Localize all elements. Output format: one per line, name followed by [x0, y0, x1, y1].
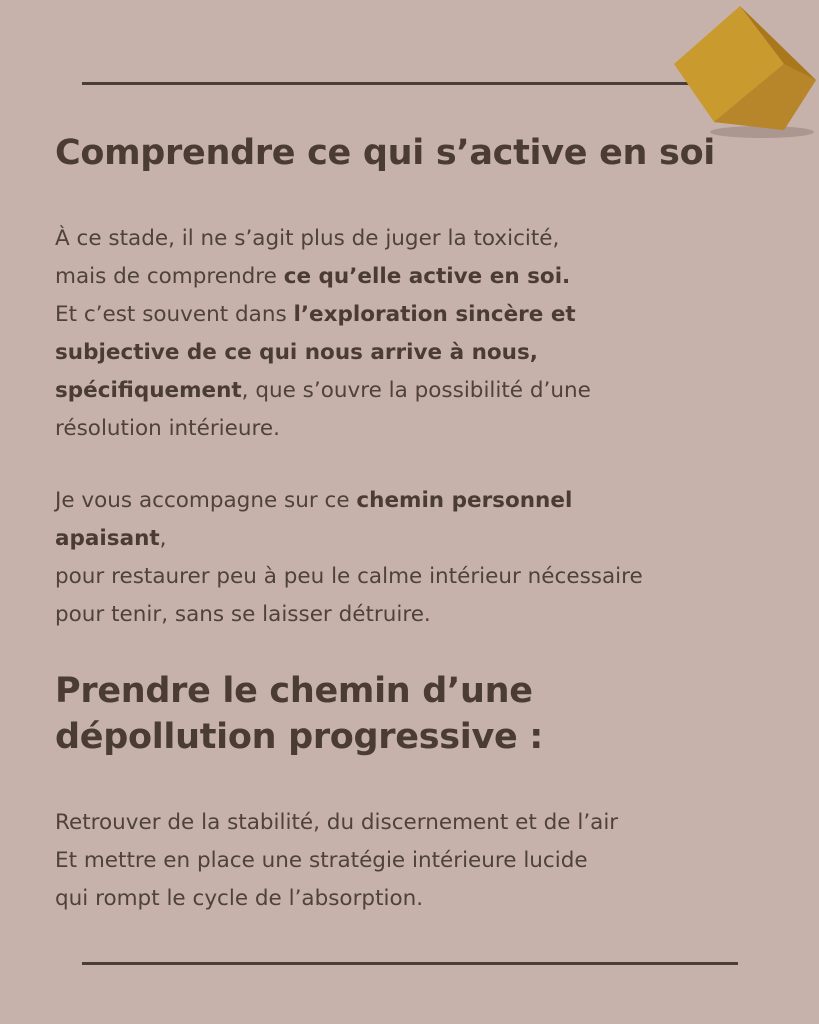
paragraph-line	[55, 482, 643, 520]
paragraph-line	[55, 372, 591, 410]
bold-text-run: spécifiquement	[55, 378, 242, 403]
heading-line: dépollution progressive :	[55, 717, 543, 757]
paragraph-line	[55, 520, 643, 558]
heading-line: Prendre le chemin d’une	[55, 671, 533, 711]
paragraph-line	[55, 296, 591, 334]
text-run: ,	[159, 526, 167, 551]
bold-text-run: l’exploration sincère et	[293, 302, 576, 327]
text-run: Je vous accompagne sur ce	[55, 488, 357, 513]
paragraph-line	[55, 220, 591, 258]
golden-cube-decoration	[672, 4, 818, 144]
cube-shadow	[710, 126, 814, 138]
paragraph-line	[55, 410, 591, 448]
text-run: mais de comprendre	[55, 264, 284, 289]
bold-text-run: chemin personnel	[356, 488, 573, 513]
text-run: , que s’ouvre la possibilité d’une	[241, 378, 591, 403]
top-divider	[82, 82, 702, 85]
bold-text-run: subjective de ce qui nous arrive à nous,	[55, 340, 538, 365]
bottom-divider	[82, 962, 738, 965]
section1-paragraph2	[55, 482, 643, 634]
text-run: résolution intérieure.	[55, 416, 280, 441]
paragraph-line	[55, 258, 591, 296]
text-run: Et c’est souvent dans	[55, 302, 294, 327]
paragraph-line: Retrouver de la stabilité, du discernement et de l’air	[55, 810, 619, 835]
section2-paragraph	[55, 804, 618, 918]
paragraph-line: qui rompt le cycle de l’absorption.	[55, 886, 424, 911]
paragraph-line	[55, 558, 643, 596]
text-run: À ce stade, il ne s’agit plus de juger la toxicité,	[55, 226, 560, 251]
paragraph-line: Et mettre en place une stratégie intérieure lucide	[55, 848, 588, 873]
bold-text-run: apaisant	[55, 526, 160, 551]
section2-heading	[55, 668, 543, 760]
section1-paragraph1	[55, 220, 591, 448]
text-run: pour restaurer peu à peu le calme intérieur nécessaire	[55, 564, 643, 589]
paragraph-line	[55, 596, 643, 634]
bold-text-run: ce qu’elle active en soi.	[283, 264, 571, 289]
paragraph-line	[55, 334, 591, 372]
text-run: pour tenir, sans se laisser détruire.	[55, 602, 431, 627]
section1-heading: Comprendre ce qui s’active en soi	[55, 133, 716, 173]
